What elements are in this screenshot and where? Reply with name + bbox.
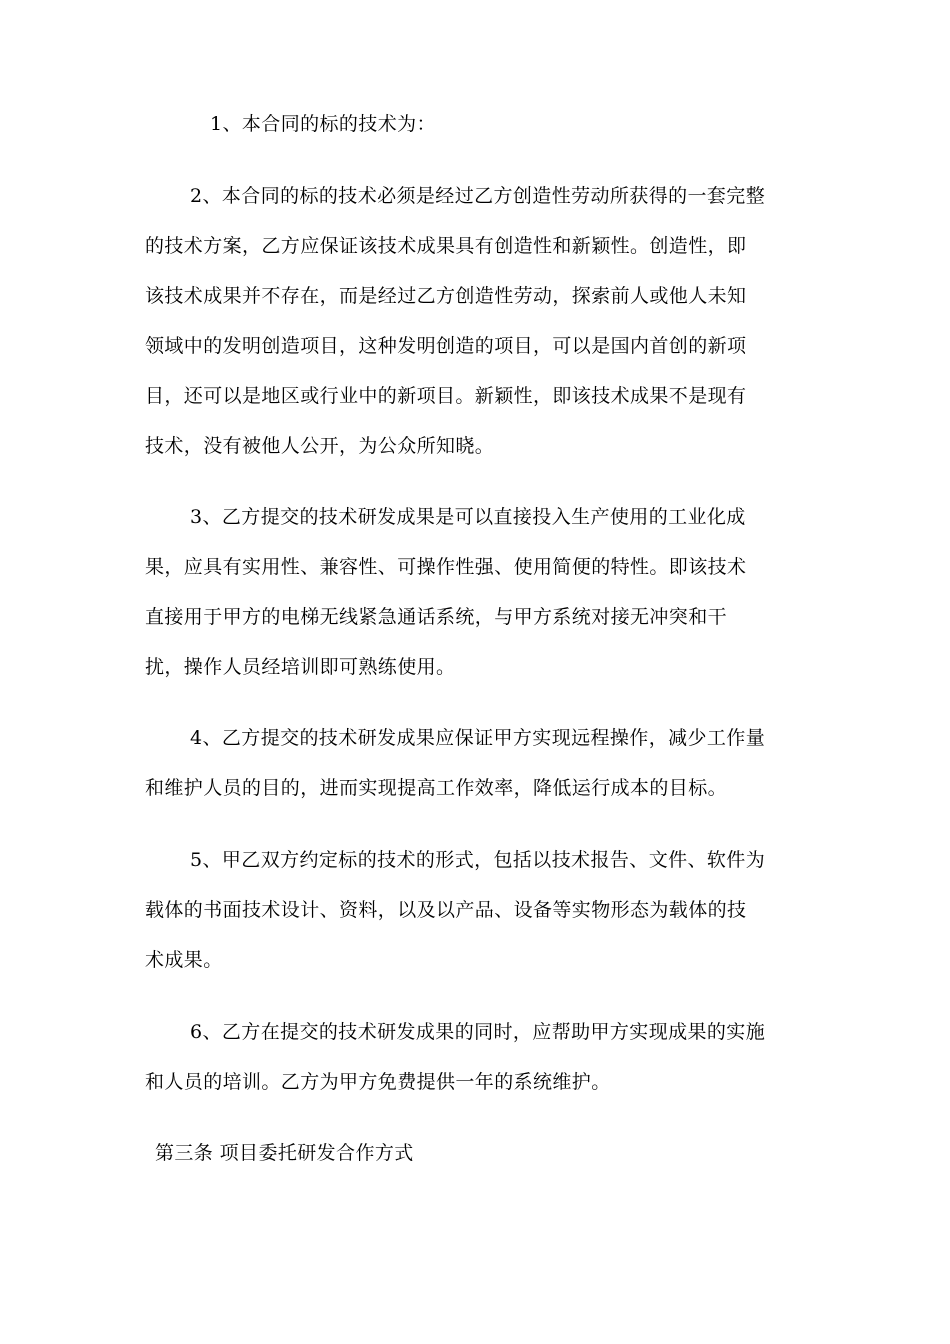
paragraph-2-line-3: 该技术成果并不存在，而是经过乙方创造性劳动，探索前人或他人未知: [145, 285, 747, 307]
paragraph-2-line-2: 的技术方案，乙方应保证该技术成果具有创造性和新颖性。创造性，即: [145, 235, 747, 257]
paragraph-3-line-2: 果，应具有实用性、兼容性、可操作性强、使用简便的特性。即该技术: [145, 556, 747, 578]
paragraph-2-line-4: 领域中的发明创造项目，这种发明创造的项目，可以是国内首创的新项: [145, 335, 747, 357]
paragraph-3-line-3: 直接用于甲方的电梯无线紧急通话系统，与甲方系统对接无冲突和干: [145, 606, 728, 628]
paragraph-6-line-2: 和人员的培训。乙方为甲方免费提供一年的系统维护。: [145, 1071, 611, 1093]
paragraph-5-line-3: 术成果。: [145, 949, 223, 971]
paragraph-2-line-1: 2、本合同的标的技术必须是经过乙方创造性劳动所获得的一套完整: [190, 185, 766, 207]
paragraph-3-line-1: 3、乙方提交的技术研发成果是可以直接投入生产使用的工业化成: [190, 506, 746, 528]
paragraph-2-line-6: 技术，没有被他人公开，为公众所知晓。: [145, 435, 495, 457]
paragraph-3-line-4: 扰，操作人员经培训即可熟练使用。: [145, 656, 456, 678]
paragraph-4-line-1: 4、乙方提交的技术研发成果应保证甲方实现远程操作，减少工作量: [190, 727, 766, 749]
paragraph-6-line-1: 6、乙方在提交的技术研发成果的同时，应帮助甲方实现成果的实施: [190, 1021, 766, 1043]
section-heading: 第三条 项目委托研发合作方式: [155, 1142, 414, 1164]
paragraph-5-line-2: 载体的书面技术设计、资料，以及以产品、设备等实物形态为载体的技: [145, 899, 747, 921]
paragraph-5-line-1: 5、甲乙双方约定标的技术的形式，包括以技术报告、文件、软件为: [190, 849, 766, 871]
paragraph-1-line-1: 1、本合同的标的技术为：: [210, 113, 436, 135]
paragraph-2-line-5: 目，还可以是地区或行业中的新项目。新颖性，即该技术成果不是现有: [145, 385, 747, 407]
paragraph-4-line-2: 和维护人员的目的，进而实现提高工作效率，降低运行成本的目标。: [145, 777, 728, 799]
